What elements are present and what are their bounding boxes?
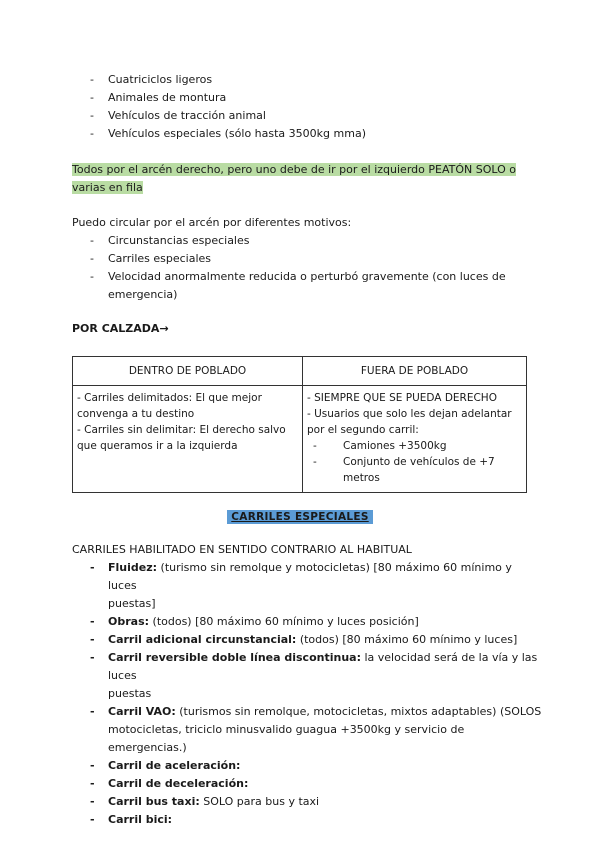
table-cell-dentro: [73, 386, 303, 493]
item-label: Carril de aceleración:: [108, 759, 241, 772]
arcen-motivos-list: [72, 232, 542, 304]
item-continuation: motocicletas, triciclo minusvalido guagua +3500kg y servicio de emergencias.): [108, 723, 465, 754]
list-item: - Carriles especiales: [72, 250, 542, 268]
carriles-list: [72, 559, 542, 829]
cell-line: que queramos ir a la izquierda: [77, 440, 238, 452]
item-label: Carril de deceleración:: [108, 777, 249, 790]
section-title-wrap: [0, 505, 600, 524]
item-label: Carril VAO:: [108, 705, 176, 718]
list-item: [72, 613, 542, 631]
item-text: (todos) [80 máximo 60 mínimo y luces posición]: [149, 615, 419, 628]
list-item: - Velocidad anormalmente reducida o perturbó gravemente (con luces de: [72, 268, 542, 286]
cell-line: - Usuarios que solo les dejan adelantar: [307, 408, 512, 420]
cell-line: - Carriles sin delimitar: El derecho salvo: [77, 424, 286, 436]
cell-line: por el segundo carril:: [307, 424, 419, 436]
highlight-note: [72, 161, 542, 197]
list-item: [72, 775, 542, 793]
list-item: [72, 559, 542, 613]
arcen-intro: Puedo circular por el arcén por diferentes motivos:: [72, 216, 352, 229]
table-header-fuera: FUERA DE POBLADO: [303, 357, 527, 386]
cell-line: - Carriles delimitados: El que mejor: [77, 392, 262, 404]
table-cell-fuera: [303, 386, 527, 493]
cell-sub-item: [307, 454, 522, 470]
item-label: Carril bici:: [108, 813, 173, 826]
list-item: [72, 811, 542, 829]
cell-sub-item: [307, 438, 522, 454]
item-text: (turismo sin remolque y motocicletas) [80 máximo 60 mínimo y luces: [108, 561, 512, 592]
item-label: Carril adicional circunstancial:: [108, 633, 297, 646]
list-item: [72, 631, 542, 649]
item-continuation: puestas]: [108, 597, 156, 610]
list-item-continuation: [72, 286, 542, 304]
calzada-heading: POR CALZADA→: [72, 322, 169, 335]
cell-line: metros: [343, 472, 380, 484]
list-item: [72, 703, 542, 757]
list-item: - Cuatriciclos ligeros: [72, 71, 532, 89]
poblado-table: [72, 356, 527, 493]
list-item: - Vehículos de tracción animal: [72, 107, 532, 125]
highlight-line-1: Todos por el arcén derecho, pero uno debe de ir por el izquierdo PEATÓN SOLO o: [72, 163, 516, 176]
list-item: [72, 649, 542, 703]
vehicle-list: [72, 71, 532, 143]
contrario-heading: CARRILES HABILITADO EN SENTIDO CONTRARIO AL HABITUAL: [72, 543, 412, 556]
list-item: - Animales de montura: [72, 89, 532, 107]
table-header-dentro: DENTRO DE POBLADO: [73, 357, 303, 386]
item-label: Obras:: [108, 615, 150, 628]
item-continuation: puestas: [108, 687, 152, 700]
item-text: (todos) [80 máximo 60 mínimo y luces]: [296, 633, 518, 646]
item-label: Carril reversible doble línea discontinua:: [108, 651, 361, 664]
cell-sub-text: Camiones +3500kg: [343, 440, 447, 452]
list-item: - Circunstancias especiales: [72, 232, 542, 250]
item-text: SOLO para bus y taxi: [199, 795, 320, 808]
item-label: Fluidez:: [108, 561, 158, 574]
list-item: - Vehículos especiales (sólo hasta 3500kg mma): [72, 125, 532, 143]
cell-sub-text: Conjunto de vehículos de +7: [343, 456, 495, 468]
item-text: la velocidad será de la vía y las luces: [108, 651, 538, 682]
list-item: [72, 757, 542, 775]
item-label: Carril bus taxi:: [108, 795, 200, 808]
continuation-text: emergencia): [108, 288, 178, 301]
section-title: CARRILES ESPECIALES: [227, 510, 372, 524]
cell-line: convenga a tu destino: [77, 408, 195, 420]
cell-line: - SIEMPRE QUE SE PUEDA DERECHO: [307, 392, 497, 404]
item-text: (turismos sin remolque, motocicletas, mixtos adaptables) (SOLOS: [175, 705, 542, 718]
highlight-line-2: varias en fila: [72, 181, 143, 194]
list-item: [72, 793, 542, 811]
